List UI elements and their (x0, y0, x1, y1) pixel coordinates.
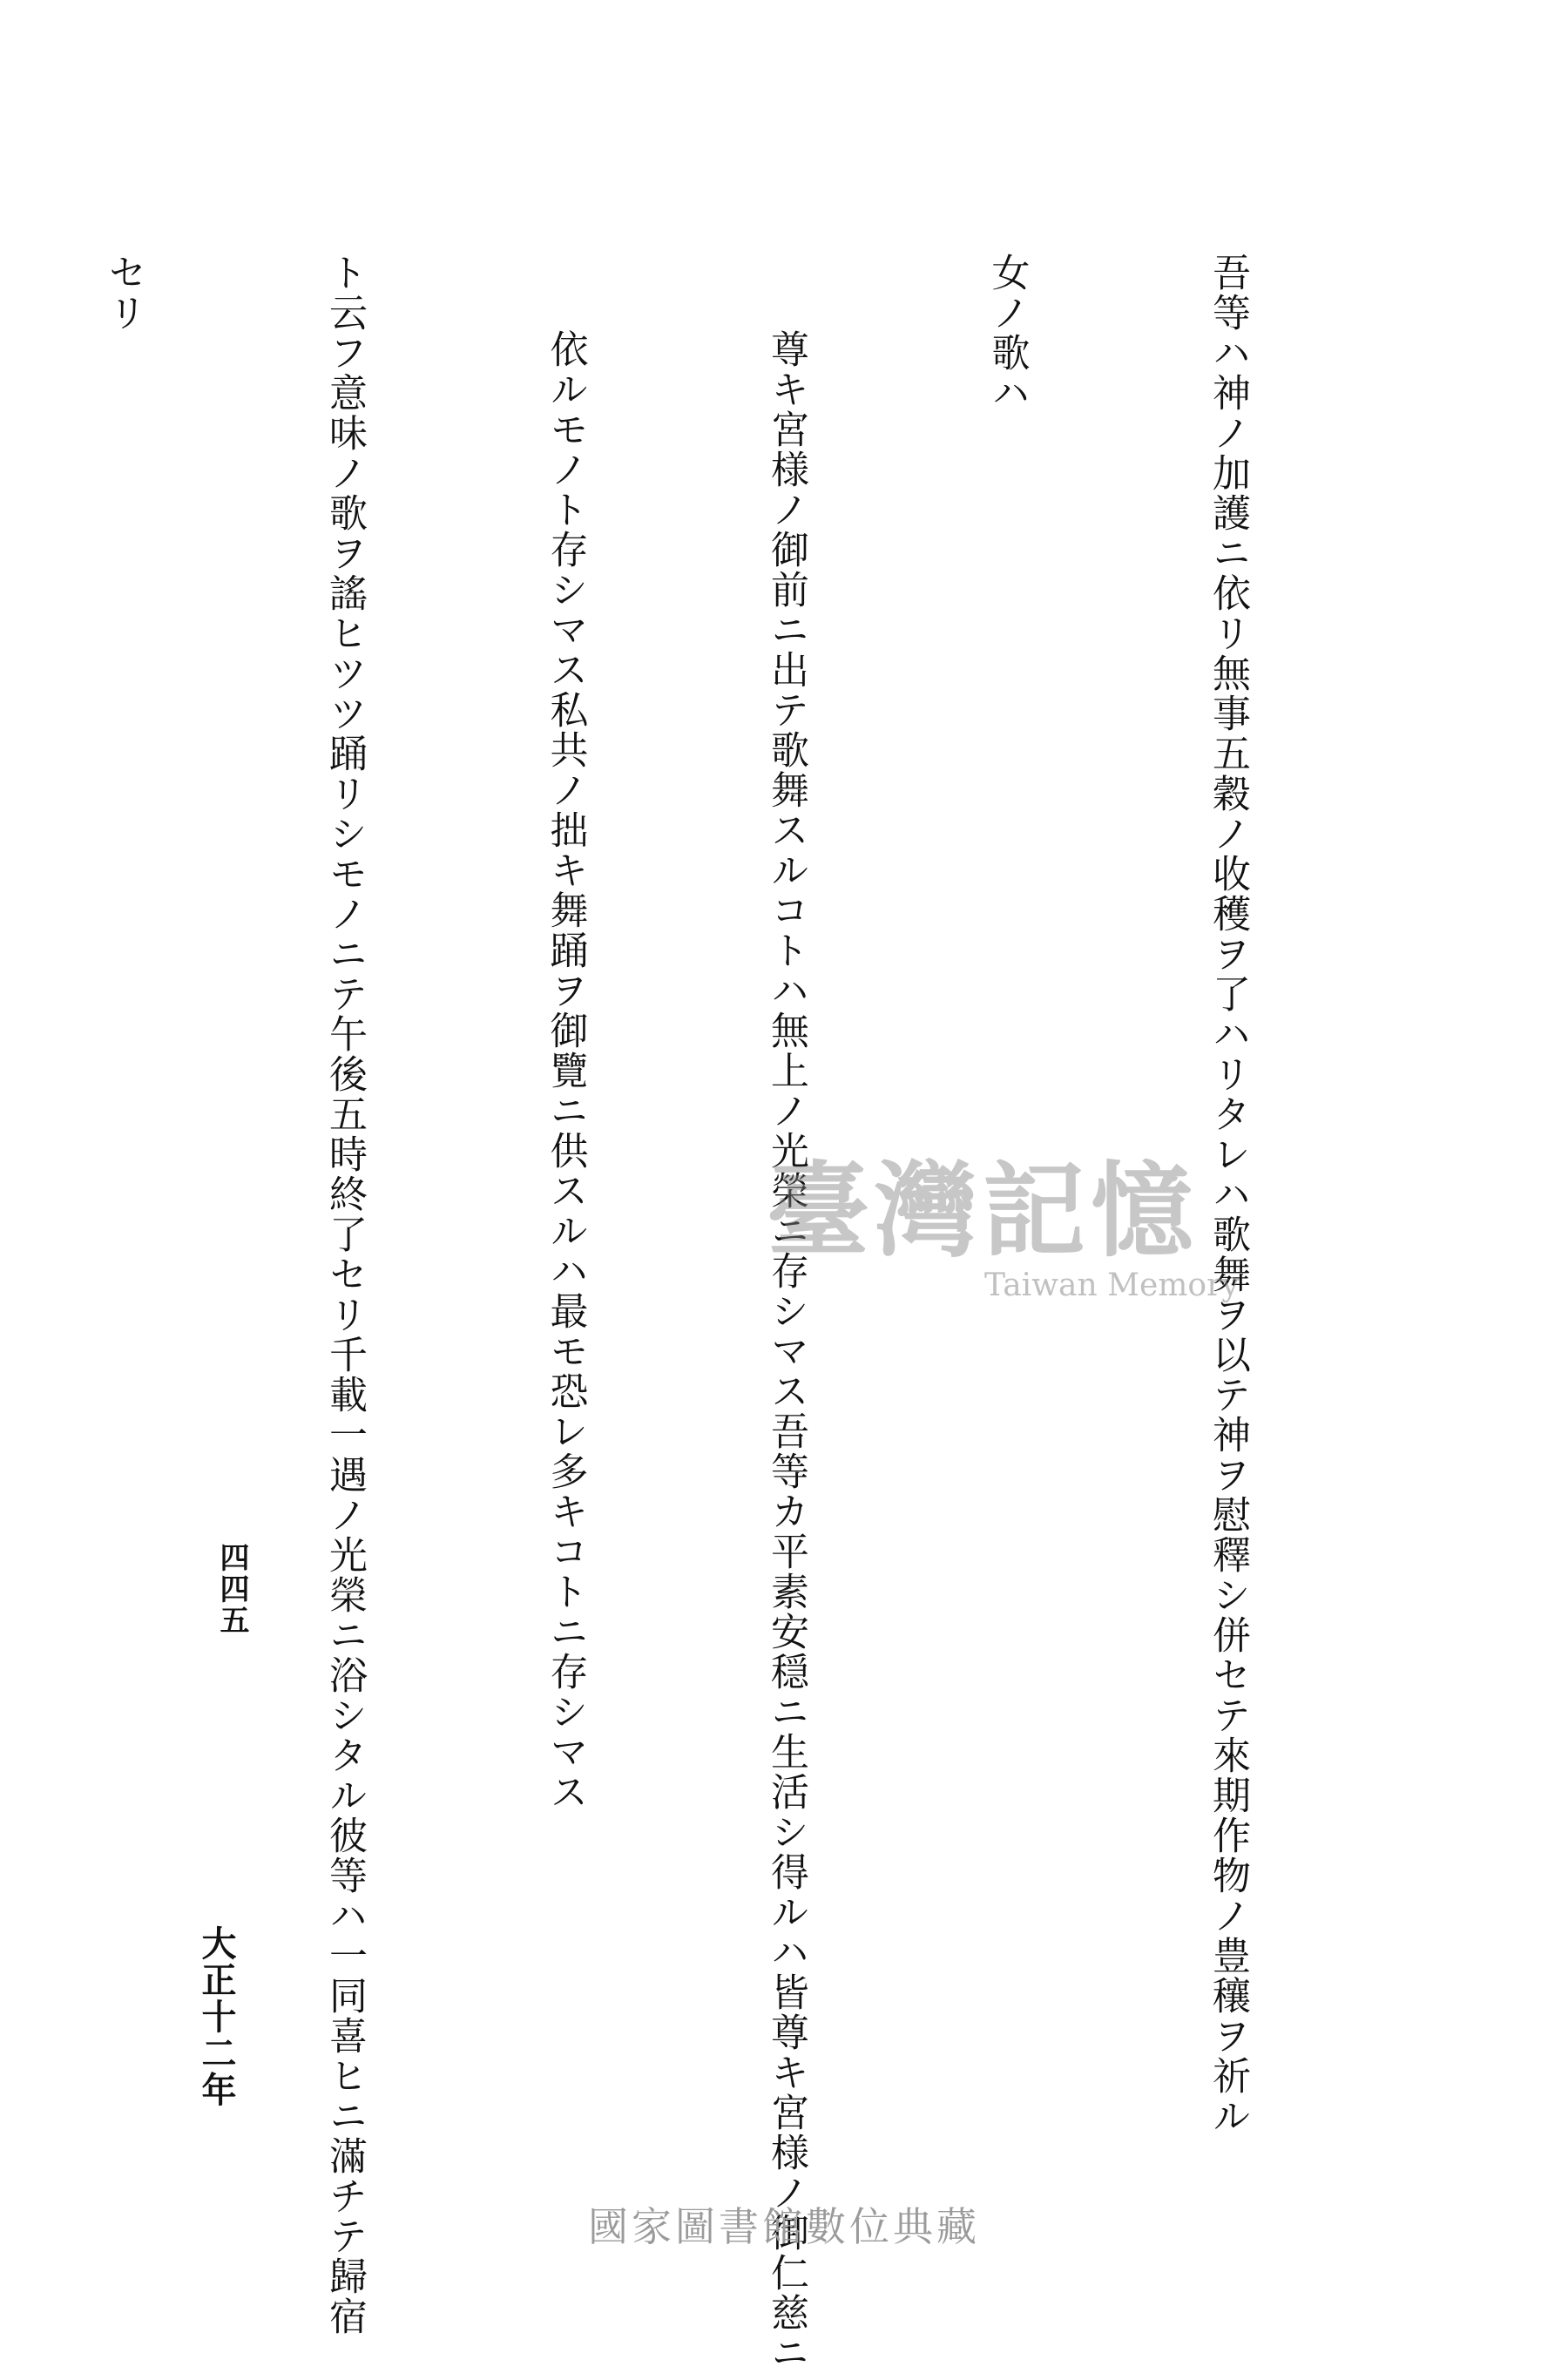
text-line: 依ルモノト存シマス私共ノ拙キ舞踊ヲ御覽ニ供スルハ最モ恐レ多キコトニ存シマス (543, 329, 588, 1812)
text-line: ト云フ意味ノ歌ヲ謠ヒツツ踊リシモノニテ午後五時終了セリ千載一遇ノ光榮ニ浴シタル彼等ハ一同喜ヒニ滿チテ歸宿 (322, 253, 367, 2336)
text-line: 女ノ歌ハ (984, 253, 1030, 413)
text-line: 尊キ宮様ノ御前ニ出テ歌舞スルコトハ無上ノ光榮ニ存シマス吾等カ平素安穏ニ生活シ得ルハ皆尊キ宮様ノ御仁慈ニ (764, 329, 808, 2373)
page-number: 四四五 (214, 1542, 249, 1636)
text-line: 吾等ハ神ノ加護ニ依リ無事五穀ノ收穫ヲ了ハリタレハ歌舞ヲ以テ神ヲ慰釋シ併セテ來期作物ノ豊穰ヲ祈ル (1206, 253, 1250, 2136)
watermark-chinese: 臺灣記憶 (767, 1150, 1200, 1271)
text-line: セリ (101, 253, 146, 333)
watermark-english: Taiwan Memory (984, 1268, 1240, 1303)
library-footer: 國家圖書館數位典藏 (588, 2203, 980, 2250)
era-footer: 大正十二年 (196, 1925, 237, 2108)
